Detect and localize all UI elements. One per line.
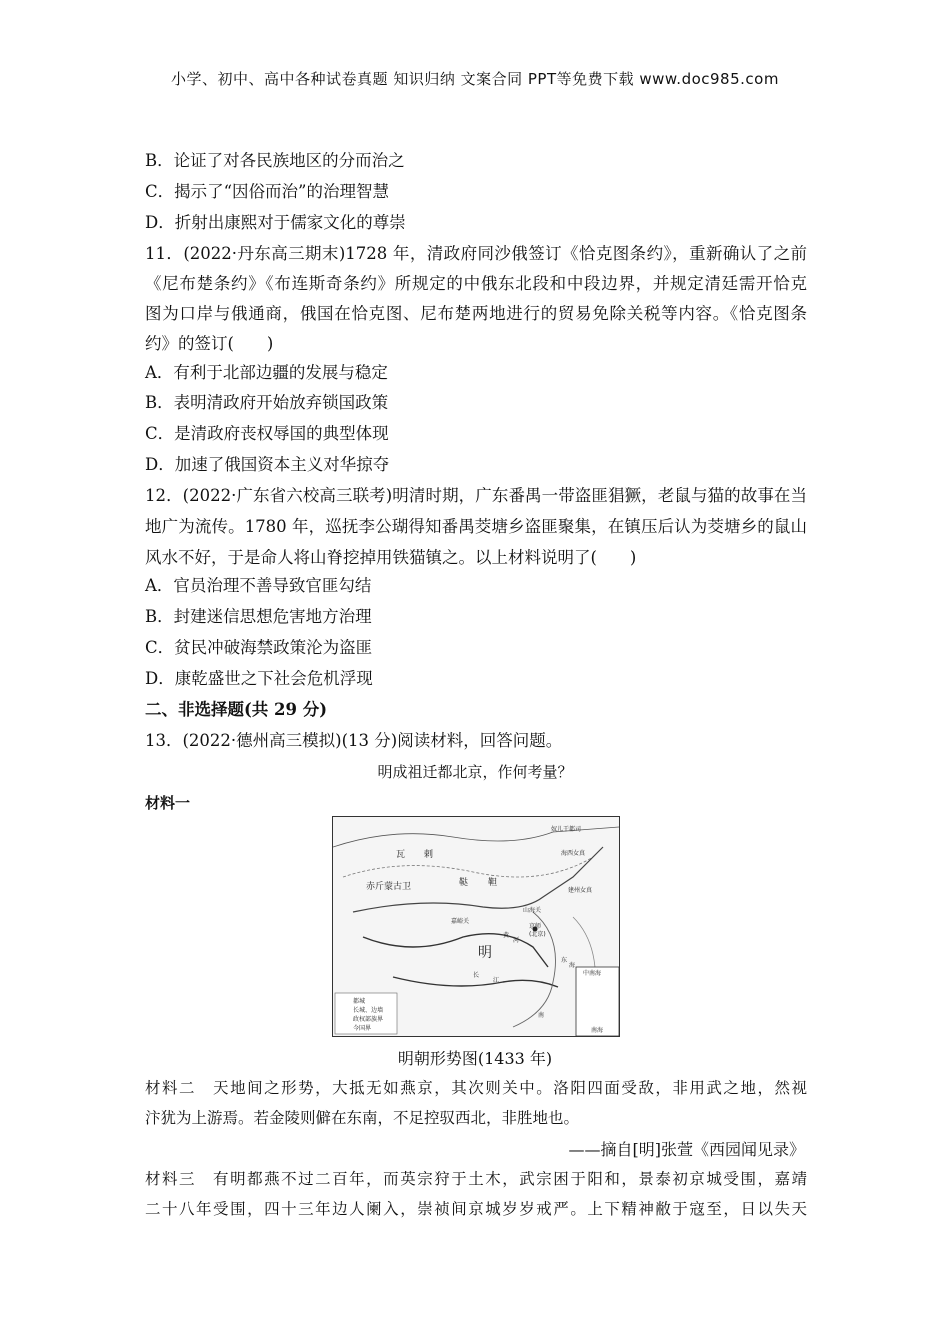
south-sea-inset	[576, 967, 619, 1036]
map-caption: 明朝形势图(1433 年)	[397, 1049, 553, 1068]
map-label-nurgan: 奴儿干都司	[551, 826, 582, 833]
map-label-zhongnanhai: 中南海	[583, 970, 602, 977]
q13-stem: 13．(2022·德州高三模拟)(13 分)阅读材料，回答问题。	[145, 731, 563, 750]
map-label-da: 鞑	[459, 878, 469, 888]
legend-capital: 都城	[353, 998, 366, 1005]
material-2-source: ——摘自[明]张萱《西园闻见录》	[568, 1140, 805, 1159]
map-drawing	[333, 817, 619, 1036]
map-label-haixi: 海西女真	[561, 850, 586, 857]
map-label-la: 剌	[424, 850, 434, 860]
map-label-dong: 东	[561, 957, 568, 964]
q11-option-a: A．有利于北部边疆的发展与稳定	[145, 363, 388, 382]
material-1-label: 材料一	[145, 794, 191, 812]
q11-option-d: D．加速了俄国资本主义对华掠夺	[145, 455, 390, 474]
map-label-beijing: (北京)	[529, 931, 546, 938]
page-header-banner: 小学、初中、高中各种试卷真题 知识归纳 文案合同 PPT等免费下载 www.doc985.com	[171, 70, 779, 88]
map-label-chang: 长	[473, 972, 480, 979]
map-label-jianzhou: 建州女真	[568, 887, 593, 894]
q10-option-b: B．论证了对各民族地区的分而治之	[145, 151, 405, 170]
q12-option-d: D．康乾盛世之下社会危机浮现	[145, 669, 373, 688]
material-3-line2: 二十八年受围，四十三年边人阑入，崇祯间京城岁岁戒严。上下精神敝于寇至，日以失天	[145, 1200, 807, 1218]
map-label-dan: 靼	[488, 878, 498, 888]
map-label-he: 河	[513, 937, 520, 944]
q11-stem-line4: 约》的签订( )	[145, 334, 274, 353]
q12-stem-line2: 地广为流传。1780 年，巡抚李公瑚得知番禺茭塘乡盗匪聚集，在镇压后认为茭塘乡的鼠山	[145, 517, 807, 536]
q13-subtitle: 明成祖迁都北京，作何考量？	[377, 763, 573, 781]
map-label-ming: 明	[478, 945, 492, 961]
q12-option-a: A．官员治理不善导致官匪勾结	[145, 576, 372, 595]
map-label-nan: 南	[538, 1012, 545, 1019]
map-label-jiayuguan: 嘉峪关	[451, 918, 470, 925]
map-label-wa: 瓦	[396, 850, 406, 860]
map-label-jiang: 江	[493, 977, 500, 984]
map-label-shanhaiguan: 山海关	[523, 907, 542, 914]
q11-option-b: B．表明清政府开始放弃锁国政策	[145, 393, 389, 412]
q10-option-d: D．折射出康熙对于儒家文化的尊崇	[145, 213, 406, 232]
q12-stem-line3: 风水不好，于是命人将山脊挖掉用铁猫镇之。以上材料说明了( )	[145, 548, 637, 567]
material-2-line1: 材料二 天地间之形势，大抵无如燕京，其次则关中。洛阳四面受敌，非用武之地，然视	[145, 1079, 807, 1097]
q11-stem-line3: 图为口岸与俄通商，俄国在恰克图、尼布楚两地进行的贸易免除关税等内容。《恰克图条	[145, 304, 807, 323]
legend-modern-border: 今国界	[353, 1025, 372, 1032]
map-label-jingshi: 京师	[529, 923, 542, 930]
map-label-huang: 黄	[503, 932, 510, 939]
map-label-chijin: 赤斤蒙古卫	[366, 882, 412, 892]
q12-option-b: B．封建迷信思想危害地方治理	[145, 607, 372, 626]
q11-option-c: C．是清政府丧权辱国的典型体现	[145, 424, 389, 443]
inset-label: 南海	[591, 1027, 604, 1034]
material-2-line2: 汴犹为上游焉。若金陵则僻在东南，不足控驭西北，非胜地也。	[145, 1109, 580, 1127]
legend-regime-border: 政权部族界	[353, 1016, 384, 1023]
legend-great-wall: 长城、边墙	[353, 1007, 384, 1014]
map-label-hai: 海	[569, 962, 576, 969]
q11-stem-line2: 《尼布楚条约》《布连斯奇条约》所规定的中俄东北段和中段边界，并规定清廷需开恰克	[145, 274, 807, 293]
q12-stem-line1: 12．(2022·广东省六校高三联考)明清时期，广东番禺一带盗匪猖獗，老鼠与猫的故事在当	[145, 486, 807, 505]
q10-option-c: C．揭示了“因俗而治”的治理智慧	[145, 182, 389, 201]
ming-dynasty-map	[332, 816, 620, 1037]
material-3-line1: 材料三 有明都燕不过二百年，而英宗狩于土木，武宗困于阳和，景泰初京城受围，嘉靖	[145, 1170, 807, 1188]
q12-option-c: C．贫民冲破海禁政策沦为盗匪	[145, 638, 373, 657]
section-2-heading: 二、非选择题(共 29 分)	[145, 700, 328, 719]
q11-stem-line1: 11．(2022·丹东高三期末)1728 年，清政府同沙俄签订《恰克图条约》，重新确认了之前	[145, 244, 807, 263]
